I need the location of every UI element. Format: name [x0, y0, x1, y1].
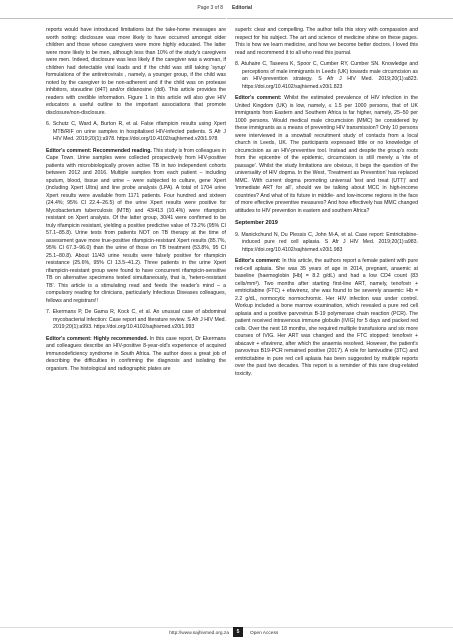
comment-lead: Editor's comment: [235, 258, 281, 264]
section-label: Editorial [232, 5, 253, 11]
reference-6: 6. Schutz C, Ward A, Burton R, et al. False rifampicin results using Xpert MTB/RIF on urine samples in hospitalised HIV-infected patients. S Afr J HIV Med. 2019;20(1):a978. https://doi.org/10.4102/sajhivmed.v20i1.978 [46, 121, 226, 142]
comment-body: Whilst the estimated prevalence of HIV infection in the United Kingdom (UK) is low, namely, ≤ 1.5 per 1000 persons, that of UK immigrants from Eastern and Southern Africa is far higher, namely, 25–50 per 1000 persons. Would medical male circumcision (MMC) be considered by these immigrants as a means of preventing HIV transmission? Only 10 persons were interviewed in a snowball recruitment study of contacts from a local church in Leeds, UK. The participants expressed little or no knowledge of circumcision as an HIV-preventive tool. Instead and despite the group's roots from the epicentre of the epidemic, circumcision is still merely a 'rite of passage'. Whilst the study limitations are obvious, it begs the question of the universality of HIV dogma. In the West, 'Treatment as Prevention' has replaced MMC. With current dogma promoting universal 'test and treat (UTT)' and 'immediate ART for all', should we be talking about MCC in high-income countries? And what of its future in middle- and low-income regions in the face of more effective preventive measures? And how effectively has MMC changed attitudes to HIV prevention in eastern and southern Africa? [235, 95, 418, 214]
comment-lead: Editor's comment: Recommended reading. [46, 147, 152, 154]
right-column [235, 27, 418, 382]
comment-body: This study is from colleagues in Cape Town. Urine samples were collected prospectively from HIV-positive patients with microbiologically proven active TB in two independent cohorts between 2012 and 2016. Multiple samples from each patient – including sputum, blood, tissue and urine – were subjected to culture, gene Xpert (including Xpert Ultra) and line probe analysis (LPA). A total of 1704 urine Xpert results were available from 1171 patients. Four hundred and sixteen (24.4%; 95% CI 22.4–26.5) of the urine Xpert results were positive for Mycobacterium tuberculosis (MTB) and 43/413 (10.4%) were rifampicin resistant on Xpert analysis. Of the latter group, 30/41 were confirmed to be truly rifampicin resistant, yielding a positive predictive value of 73.2% (95% CI 57.1–85.8). Urine tests from patients NOT on TB therapy at the time of assessment gave more true-positive rifampicin-resistant Xpert results (85.7%, 95% CI 67.3–96.0) than the urine of those on TB treatment (53.8%, 95 CI 25.1–80.8). About 11/43 urine results were falsely positive for rifampicin resistance (25.6%, 95% CI 13.5–41.2). Three patients in the urine Xpert rifampicin-resistant group were found to have concurrent rifampicin-sensitive TB on alternative specimens tested simultaneously, that is, 'hetero-resistant TB'. This article is a stimulating read and feeds the reader's mind – a compulsory reading for clinicians, particularly Infectious Diseases colleagues, fellows and registrars!! [46, 147, 226, 304]
footer-divider [0, 627, 453, 628]
open-access-label: Open Access [250, 631, 279, 636]
comment-lead: Editor's comment: Highly recommended. [46, 335, 149, 342]
footer-url-link[interactable]: http://www.sajhivmed.org.za [169, 631, 229, 636]
comment-body: In this article, the authors report a female patient with pure red-cell aplasia. She was 35 years of age in 2014, pregnant, anaemic at baseline (haemoglobin [Hb] = 8.2 g/dL) and had a low CD4 count (83 cells/mm³). Two months after starting first-line ART, namely, tenofovir + emtricitabine (FTC) + efavirenz, she was found to be severely anaemic: Hb = 2.2 g/dL, normocytic normochromic. Her HIV infection was under control. Workup included a bone marrow examination, which revealed a pure red cell aplasia and a positive parvovirus B-19 polymerase chain reaction (PCR). The patient received intravenous immune globulin (IVIG) for 5 days and packed red cells. Over the next 18 months, she required multiple transfusions and six more courses of IVIG. Her ART was changed and the FTC stopped: tenofovir + abacavir + efavirenz, after which the anaemia resolved. However, the patient's parvovirus B19-PCR remained positive (2017). A role for lamivudine (3TC) and emtricitabine in pure red cell aplasia has been suggested by multiple reports over the past two decades. This report is a reminder of this rare drug-related toxicity. [235, 258, 418, 377]
reference-7: 7. Ekermans P, De Gama R, Kock C, et al. An unusual case of abdominal mycobacterial infection: Case report and literature review. S Afr J HIV Med. 2019;20(1):a993. https://doi.org/10.4102/sajhivmed.v20i1.993 [46, 309, 226, 330]
header-left-bar [0, 0, 226, 19]
paragraph: reports would have introduced limitations but the take-home messages are worth noting: disclosure was more likely to have occurred amongst older children and those whose caregivers were more highly educated. The latter were more likely to be men, although less than 10% of the study's caregivers were men. Indeed, disclosure was less likely if the caregiver was a woman, if children had detectable viral loads and if the child was still taking 'syrup' formulations of the antiretrovirals , namely, a younger group, if the child was noted by the caregiver to be non-adherent and if the child was on protease inhibitors, stavudine (d4T) and/or didanosine (ddI). This article provides the readers with credible information. Figure 1 in this article will also give HIV educators a useful outline to the important associations that promote disclosure/non-disclosure. [46, 27, 226, 116]
reference-9: 9. Manickchund N, Du Plessis C, John M-A, et al. Case report: Emtricitabine-induced pure red cell aplasia. S Afr J HIV Med. 2019;20(1):a983. https://doi.org/10.4102/sajhivmed.v20i1.983 [235, 231, 418, 253]
section-heading: September 2019 [235, 220, 278, 226]
editor-comment-6 [46, 148, 226, 306]
page-number-badge: 5 [233, 627, 243, 637]
paragraph: superb: clear and compelling. The author tells this story with compassion and respect for his subject. The art and science of medicine shine on these pages. This is how we learn medicine, and how we become better doctors. I loved this read and recommend it to all who read this journal. [235, 27, 418, 56]
editor-comment-7 [46, 336, 226, 374]
editor-comment-8 [235, 95, 418, 215]
left-column [46, 27, 226, 377]
comment-lead: Editor's comment: [235, 95, 282, 101]
comment-body: In this case report, Dr Ekermans and colleagues describe an HIV-positive 8-year-old's experience of acquired immunodeficiency syndrome in South Africa. The author does a great job of describing the difficulties in confirming the diagnosis and isolating the organism. The histological and radiographic plates are [46, 335, 227, 372]
reference-8: 8. Atuhaire C, Taseera K, Spoor C, Cumber RY, Cumber SN. Knowledge and perceptions of male immigrants in Leeds (UK) towards male circumcision as an HIV-prevention strategy. S Afr J HIV Med. 2019;20(1):a823. https://doi.org/10.4102/sajhivmed.v20i1.823 [235, 61, 418, 90]
page-label: Page 3 of 8 [197, 5, 223, 11]
header-right-bar [227, 0, 453, 19]
editor-comment-9 [235, 258, 418, 378]
